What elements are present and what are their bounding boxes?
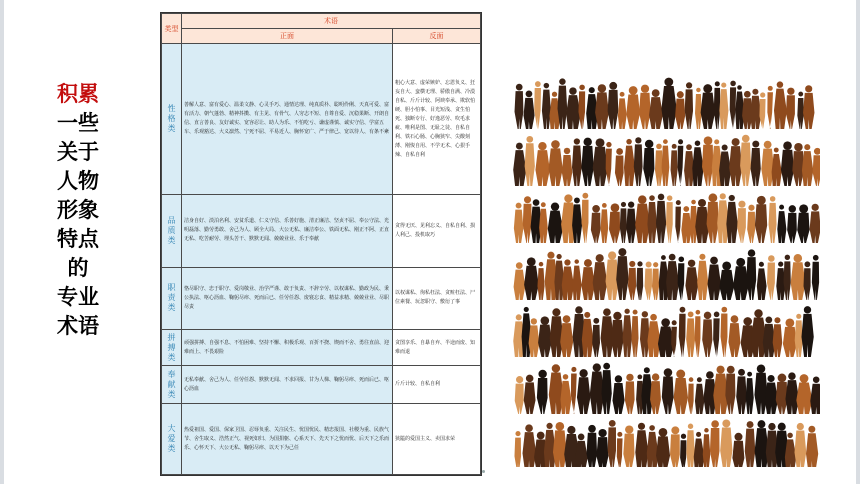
title-line-6: 特点 [57,227,99,251]
positive-terms: 恪尽职守、忠于职守、爱岗敬业、治学严谨、敢于负责、不辞辛劳、以权谋私、勤政为民、秉公执法、呕心沥血、鞠躬尽瘁、死而后已、任劳任怨、废寝忘食、精益求精、兢兢业业、尽职尽责 [182,267,393,329]
person-silhouette [666,195,673,243]
person-silhouette [514,431,521,467]
person-silhouette [640,311,650,357]
person-silhouette [571,367,577,414]
person-silhouette [626,201,636,243]
title-line-3: 关于 [57,140,99,164]
category-cell: 职责类 [162,267,182,329]
person-silhouette [765,375,778,414]
category-cell: 品质类 [162,195,182,267]
person-silhouette [685,260,698,300]
person-silhouette [581,259,595,300]
person-silhouette [806,426,818,467]
person-silhouette [797,204,809,243]
person-silhouette [671,144,678,186]
person-silhouette [591,205,601,243]
title-line-7: 的 [67,256,89,280]
person-silhouette [617,432,623,467]
person-silhouette [732,433,744,467]
person-silhouette [612,375,624,414]
person-silhouette [535,142,549,186]
person-silhouette [525,136,535,186]
person-silhouette [524,257,539,300]
table-row [162,330,481,366]
person-silhouette [674,370,688,414]
person-silhouette [757,262,767,300]
person-silhouette [514,262,526,300]
person-silhouette [524,375,536,414]
person-silhouette [784,255,791,300]
person-silhouette [539,202,548,243]
person-silhouette [772,148,782,186]
person-silhouette [697,254,708,300]
person-silhouette [538,316,552,357]
positive-terms: 无私奉献、舍己为人、任劳任怨、默默无闻、不求回报、甘为人梯、鞠躬尽瘁、死而后已、呕心沥血 [182,366,393,404]
crowd-silhouettes-image [512,67,820,467]
person-silhouette [578,85,585,129]
person-silhouette [695,377,704,414]
positive-terms: 热爱祖国、爱国、保家卫国、忍辱负重、关注民生、忧国忧民、精忠报国、社稷为重、民族气节、舍生取义、浩然正气、视死如归、为国捐躯、心系天下、先天下之忧而忧、后天下之乐而乐、心怀天下、大公无私、鞠躬尽瘁、以天下为己任 [182,404,393,475]
person-silhouette [652,262,659,300]
person-silhouette [626,86,640,129]
page-dot [482,470,485,473]
person-silhouette [649,89,663,129]
person-silhouette [601,363,611,414]
table-row [162,366,481,404]
person-silhouette [725,366,735,414]
person-silhouette [666,254,679,300]
person-silhouette [694,432,705,467]
vertical-title [52,80,104,341]
person-silhouette [701,84,715,129]
person-silhouette [624,139,635,186]
person-silhouette [678,139,684,186]
person-silhouette [751,141,761,186]
person-silhouette [685,82,693,129]
person-silhouette [523,91,534,129]
person-silhouette [537,370,548,414]
person-silhouette [534,81,541,129]
person-silhouette [513,143,526,186]
table-row [162,267,481,329]
person-silhouette [791,254,806,300]
person-silhouette [635,423,648,467]
person-silhouette [804,261,811,300]
person-silhouette [702,136,713,186]
category-cell: 大爱类 [162,404,182,475]
positive-terms: 顽强拼搏、自强不息、不怕困难、坚持不懈、积极乐观、百折不挠、锲而不舍、勇往直前、迎难而上、不畏艰险 [182,330,393,366]
person-silhouette [692,140,703,186]
person-silhouette [523,196,532,243]
person-silhouette [813,148,820,186]
person-silhouette [595,84,609,129]
person-silhouette [719,261,734,300]
person-silhouette [801,306,813,357]
header-positive: 正面 [182,29,393,44]
person-silhouette [601,308,614,357]
person-silhouette [606,142,612,186]
person-silhouette [522,424,536,467]
person-silhouette [686,424,694,467]
person-silhouette [688,377,694,414]
person-silhouette [596,429,608,467]
person-silhouette [601,203,609,243]
person-silhouette [796,374,812,414]
positive-terms: 善解人意、富有爱心、温柔文静、心灵手巧、通情达理、纯真质朴、聪明伶俐、天真可爱、富有活力、朝气蓬勃、精神抖擞、有主见、有骨气、人穷志不短、自尊自爱、沉稳果断、开朗自信、直言善良、友好诚实、宽容忍让、助人为乐、不怕吃亏、谦虚谨慎、诚实守信、学富五车、乐观豁达、大义凛然、宁死不屈、平易近人、胸怀宽广、严于律己、宽以待人、有条不紊 [182,44,393,195]
negative-terms: 以权谋私、徇私枉法、贪赃枉法、尸位素餐、玩忽职守、敷衍了事 [393,267,481,329]
person-silhouette [702,312,712,357]
person-silhouette [593,254,608,300]
person-silhouette [548,202,563,243]
person-silhouette [639,85,650,129]
person-silhouette [631,310,638,357]
person-silhouette [803,85,814,129]
person-silhouette [678,256,685,300]
negative-terms: 贪图享乐、自暴自弃、半途而废、知难而退 [393,330,481,366]
person-silhouette [730,81,736,129]
title-line-5: 形象 [57,198,99,222]
person-silhouette [777,205,786,243]
person-silhouette [623,309,633,357]
person-silhouette [719,83,728,129]
person-silhouette [577,369,590,414]
title-line-1: 积累 [57,82,99,106]
person-silhouette [572,138,582,186]
person-silhouette [750,89,761,129]
table-row [162,404,481,475]
person-silhouette [645,262,652,300]
person-silhouette [695,310,701,357]
person-silhouette [625,374,635,414]
header-terms: 术语 [182,14,481,29]
person-silhouette [703,428,710,467]
person-silhouette [548,140,562,186]
person-silhouette [562,259,574,300]
person-silhouette [720,419,732,467]
person-silhouette [628,261,636,300]
person-silhouette [662,139,670,186]
person-silhouette [562,148,572,186]
person-silhouette [755,196,767,243]
person-silhouette [679,307,686,357]
person-silhouette [792,143,804,186]
table-header-row [162,14,481,29]
header-type: 类型 [162,14,182,44]
person-silhouette [745,421,756,467]
person-silhouette [575,434,587,467]
person-silhouette [754,365,767,414]
person-silhouette [620,202,627,243]
negative-terms: 斤斤计较、自私自利 [393,366,481,404]
person-silhouette [542,83,551,129]
person-silhouette [686,311,695,357]
person-silhouette [537,262,544,300]
person-silhouette [635,195,650,243]
person-silhouette [560,374,571,414]
person-silhouette [740,135,751,186]
person-silhouette [680,434,686,467]
person-silhouette [608,420,616,467]
person-silhouette [695,88,702,129]
silhouette-illustration [512,67,820,467]
person-silhouette [647,195,656,243]
title-line-8: 专业 [57,285,99,309]
positive-terms: 洁身自好、淡泊名利、安贫乐道、仁义守信、乐善好施、清正廉洁、坚贞不屈、奉公守法、光明磊落、勤劳勇敢、舍己为人、顾全大局、大公无私、廉洁奉公、铁面无私、刚正不阿、正直无私、吃苦耐劳、埋头苦干、默默无闻、兢兢业业、乐于奉献 [182,195,393,267]
negative-terms: 粗心大意、虚荣嫉妒、忘恩负义、狂妄自大、蛮横无理、骄傲自满、冷漠自私、斤斤计较、阿谀奉承、欺软怕硬、胆小怕事、目光短浅、贪生怕死、独断专行、好逸恶劳、吹毛求疵、唯利是图、无耻之徒、自私自利、铁石心肠、心胸狭窄、尖酸刻薄、刚愎自用、不学无术、心狠手辣、自私自利 [393,44,481,195]
person-silhouette [719,144,731,186]
person-silhouette [592,318,600,357]
person-silhouette [656,428,670,467]
person-silhouette [786,88,795,129]
person-silhouette [515,84,524,129]
person-silhouette [708,257,721,300]
person-silhouette [810,204,820,243]
person-silhouette [787,205,797,243]
person-silhouette [514,203,524,243]
person-silhouette [650,373,661,414]
person-silhouette [783,318,797,357]
person-silhouette [623,425,634,467]
person-silhouette [728,315,740,357]
person-silhouette [566,87,581,129]
person-silhouette [609,203,620,243]
person-silhouette [582,193,589,243]
person-silhouette [707,193,719,243]
person-silhouette [675,91,685,129]
person-silhouette [611,312,624,357]
person-silhouette [572,197,582,243]
person-silhouette [662,368,674,414]
person-silhouette [797,92,803,129]
person-silhouette [661,78,676,129]
negative-terms: 贪得无厌、见利忘义、自私自利、损人利己、投机取巧 [393,195,481,267]
person-silhouette [647,425,659,467]
person-silhouette [759,92,765,129]
person-silhouette [794,423,806,467]
person-silhouette [573,259,582,300]
negative-terms: 狭隘的爱国主义、卖国求荣 [393,404,481,475]
table-row [162,195,481,267]
person-silhouette [737,201,746,243]
person-silhouette [747,205,755,243]
person-silhouette [643,140,654,186]
person-silhouette [675,200,681,243]
title-line-2: 一些 [57,111,99,135]
person-silhouette [581,138,593,186]
person-silhouette [710,420,720,467]
person-silhouette [714,81,720,129]
person-silhouette [608,82,619,129]
header-negative: 反面 [393,29,481,44]
person-silhouette [616,248,628,300]
person-silhouette [726,195,737,243]
person-silhouette [656,194,666,243]
category-cell: 拼搏类 [162,330,182,366]
table-row [162,44,481,195]
person-silhouette [767,255,775,300]
person-silhouette [593,138,608,186]
category-cell: 性格类 [162,44,182,195]
person-silhouette [713,312,720,357]
person-silhouette [515,376,524,414]
title-line-9: 术语 [57,314,99,338]
person-silhouette [774,81,787,129]
person-silhouette [769,196,777,243]
title-line-4: 人物 [57,169,99,193]
person-silhouette [670,426,680,467]
person-silhouette [773,317,783,357]
person-silhouette [634,137,643,186]
person-silhouette [560,315,573,357]
person-silhouette [586,425,597,467]
person-silhouette [767,86,773,129]
person-silhouette [736,369,747,414]
category-cell: 奉献类 [162,366,182,404]
person-silhouette [636,261,643,300]
person-silhouette [615,148,624,186]
person-silhouette [647,314,660,357]
person-silhouette [802,144,813,186]
person-silhouette [810,376,820,414]
person-silhouette [655,144,663,186]
person-silhouette [729,138,742,186]
person-silhouette [618,92,627,129]
person-silhouette [812,255,819,300]
terms-table [160,12,482,476]
person-silhouette [746,372,754,414]
person-silhouette [781,141,794,186]
table-subheader-row [162,29,481,44]
person-silhouette [746,249,756,300]
person-silhouette [721,307,728,357]
person-silhouette [776,374,788,414]
person-silhouette [785,372,799,414]
person-silhouette [553,422,567,467]
